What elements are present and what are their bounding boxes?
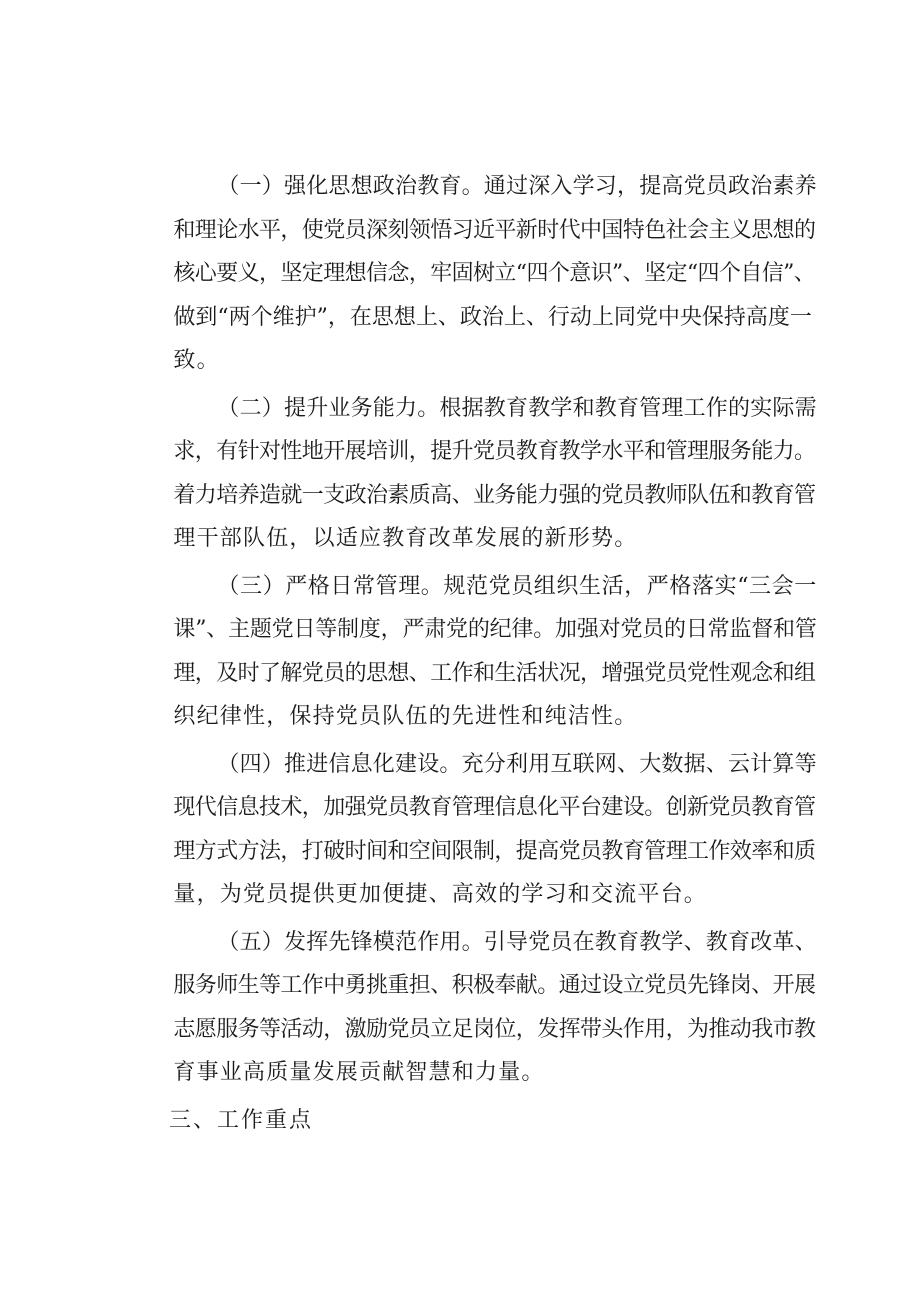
paragraph-line: （三）严格日常管理。规范党员组织生活，严格落实“三会一	[217, 573, 817, 599]
paragraph-line: 育事业高质量发展贡献智慧和力量。	[173, 1060, 545, 1085]
paragraph-line: 量，为党员提供更加便捷、高效的学习和交流平台。	[173, 882, 707, 907]
paragraph-line: （二）提升业务能力。根据教育教学和教育管理工作的实际需	[217, 395, 817, 421]
paragraph-line: （四）推进信息化建设。充分利用互联网、大数据、云计算等	[217, 751, 817, 777]
paragraph-line: 织纪律性，保持党员队伍的先进性和纯洁性。	[173, 704, 638, 729]
paragraph-line: 服务师生等工作中勇挑重担、积极奉献。通过设立党员先锋岗、开展	[173, 973, 816, 998]
paragraph-line: 致。	[173, 348, 220, 373]
paragraph-line: 志愿服务等活动，激励党员立足岗位，发挥带头作用，为推动我市教	[173, 1016, 816, 1042]
paragraph-1	[125, 165, 817, 383]
paragraph-line: 做到“两个维护”，在思想上、政治上、行动上同党中央保持高度一	[173, 304, 812, 330]
paragraph-4	[125, 743, 817, 917]
paragraph-line: 理干部队伍，以适应教育改革发展的新形势。	[173, 526, 638, 551]
paragraph-line: 核心要义，坚定理想信念，牢固树立“四个意识”、坚定“四个自信”、	[173, 261, 816, 286]
paragraph-3	[125, 565, 817, 739]
paragraph-line: （五）发挥先锋模范作用。引导党员在教育教学、教育改革、	[217, 929, 817, 955]
paragraph-line: 着力培养造就一支政治素质高、业务能力强的党员教师队伍和教育管	[173, 482, 816, 508]
paragraph-5	[125, 921, 817, 1095]
paragraph-line: 课”、主题党日等制度，严肃党的纪律。加强对党员的日常监督和管	[173, 617, 817, 642]
paragraph-2	[125, 387, 817, 561]
paragraph-line: （一）强化思想政治教育。通过深入学习，提高党员政治素养	[217, 174, 817, 199]
paragraph-line: 现代信息技术，加强党员教育管理信息化平台建设。创新党员教育管	[173, 795, 816, 820]
section-heading: 三、工作重点	[169, 1107, 314, 1133]
document-page	[125, 165, 817, 1142]
paragraph-line: 和理论水平，使党员深刻领悟习近平新时代中国特色社会主义思想的	[173, 217, 816, 243]
paragraph-line: 理方式方法，打破时间和空间限制，提高党员教育管理工作效率和质	[173, 838, 816, 864]
paragraph-line: 求，有针对性地开展培训，提升党员教育教学水平和管理服务能力。	[173, 439, 816, 464]
paragraph-line: 理，及时了解党员的思想、工作和生活状况，增强党员党性观念和组	[173, 660, 816, 686]
